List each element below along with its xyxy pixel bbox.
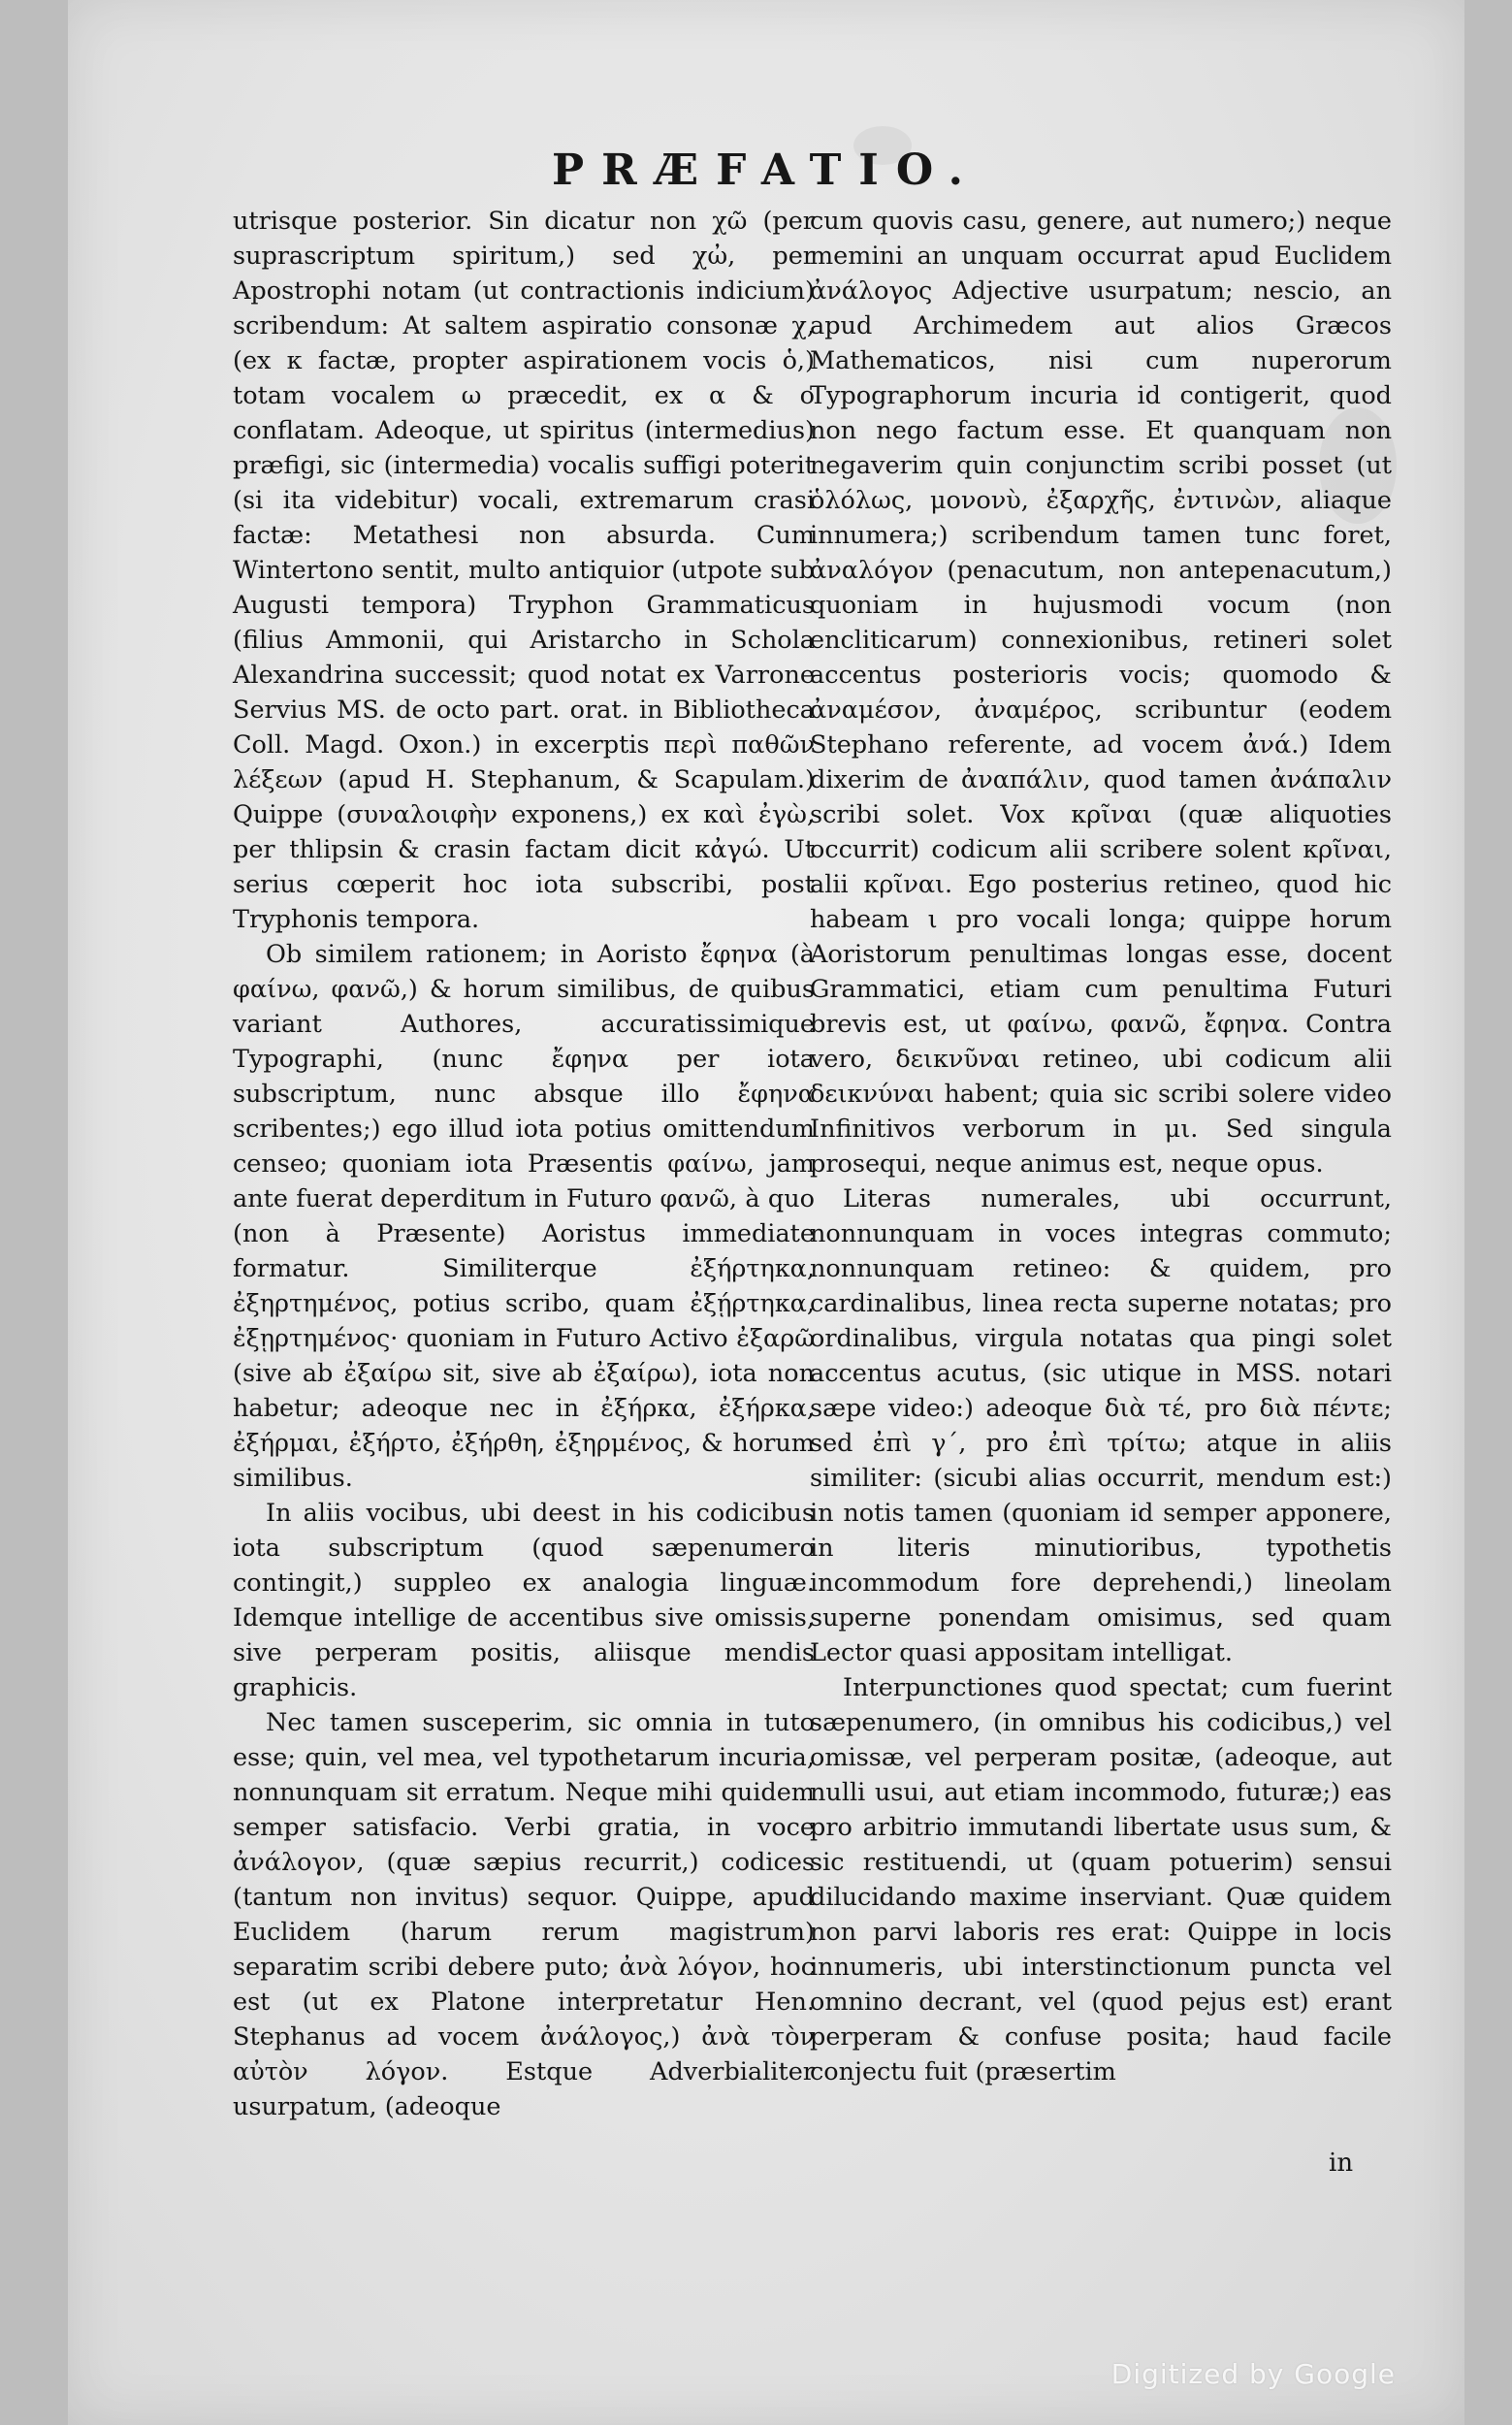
right-paragraph-1: cum quovis casu, genere, aut numero;) neque memini an unquam occurrat apud Euclidem ἀνάλογος Adjective usurpatum; nescio, an apud Archimedem aut alios Græcos Mathematicos, nisi cum nuperorum Typographorum incuria id contigerit, quod non nego factum esse. Et quanquam non negaverim quin conjunctim scribi posset (ut ὁλόλως, μονονὺ, ἐξαρχῆς, ἐντινὼν, aliaque innumera;) scribendum tamen tunc foret, ἀναλόγον (penacutum, non antepenacutum,) quoniam in hujusmodi vocum (non encliticarum) connexionibus, retineri solet accentus posterioris vocis; quomodo & ἀναμέσον, ἀναμέρος, scribuntur (eodem Stephano referente, ad vocem ἀνά.) Idem dixerim de ἀναπάλιν, quod tamen ἀνάπαλιν scribi solet. Vox κρῖναι (quæ aliquoties occurrit) codicum alii scribere solent κρῖναι, alii κρῖναι. Ego posterius retineo, quod hic habeam ι pro vocali longa; quippe horum Aoristorum penultimas longas esse, docent Grammatici, etiam cum penultima Futuri brevis est, ut φαίνω, φανῶ, ἔφηνα. Contra vero, δεικνῦναι retineo, ubi codicum alii δεικνύναι habent; quia sic scribi solere video Infinitivos verborum in μι. Sed singula prosequi, neque animus est, neque opus. <box>810 207 1392 1179</box>
left-paragraph-1: utrisque posterior. Sin dicatur non χῶ (per suprascriptum spiritum,) sed χὠ, per Apostrophi notam (ut contractionis indicium) scribendum: At saltem aspiratio consonæ χ, (ex κ factæ, propter aspirationem vocis ὁ,) totam vocalem ω præcedit, ex α & ο conflatam. Adeoque, ut spiritus (intermedius) præfigi, sic (intermedia) vocalis suffigi poterit (si ita videbitur) vocali, extremarum crasi factæ: Metathesi non absurda. Cum Wintertono sentit, multo antiquior (utpote sub Augusti tempora) Tryphon Grammaticus (filius Ammonii, qui Aristarcho in Schola Alexandrina successit; quod notat ex Varrone Servius MS. de octo part. orat. in Bibliotheca Coll. Magd. Oxon.) in excerptis περὶ παθῶν λέξεων (apud H. Stephanum, & Scapulam.) Quippe (συναλοιφὴν exponens,) ex καὶ ἐγὼ, per thlipsin & crasin factam dicit κἀγώ. Ut serius cœperit hoc iota subscribi, post Tryphonis tempora. <box>233 207 815 934</box>
right-paragraph-2: Literas numerales, ubi occurrunt, nonnunquam in voces integras commuto; nonnunquam retineo: & quidem, pro cardinalibus, linea recta superne notatas; pro ordinalibus, virgula notatas qua pingi solet accentus acutus, (sic utique in MSS. notari sæpe video:) adeoque διὰ τέ, pro διὰ πέντε; sed ἐπὶ γ΄, pro ἐπὶ τρίτω; atque in aliis similiter: (sicubi alias occurrit, mendum est:) in notis tamen (quoniam id semper apponere, in literis minutioribus, typothetis incommodum fore deprehendi,) lineolam superne ponendam omisimus, sed quam Lector quasi appositam intelligat. <box>810 1184 1392 1667</box>
page-header: PRÆFATIO. <box>552 146 981 195</box>
left-paragraph-3: In aliis vocibus, ubi deest in his codicibus iota subscriptum (quod sæpenumero contingit,) suppleo ex analogia linguæ. Idemque intellige de accentibus sive omissis, sive perperam positis, aliisque mendis graphicis. <box>233 1499 815 1702</box>
left-paragraph-2: Ob similem rationem; in Aoristo ἔφηνα (à φαίνω, φανῶ,) & horum similibus, de quibus variant Authores, accuratissimique Typographi, (nunc ἔφηνα per iota subscriptum, nunc absque illo ἔφηνα scribentes;) ego illud iota potius omittendum censeo; quoniam iota Præsentis φαίνω, jam ante fuerat deperditum in Futuro φανῶ, à quo (non à Præsente) Aoristus immediate formatur. Similiterque ἐξήρτηκα, ἐξηρτημένος, potius scribo, quam ἐξῄρτηκα, ἐξῃρτημένος· quoniam in Futuro Activo ἐξαρῶ (sive ab ἐξαίρω sit, sive ab ἐξαίρω), iota non habetur; adeoque nec in ἐξήρκα, ἐξήρκα, ἐξήρμαι, ἐξήρτο, ἐξήρθη, ἐξηρμένος, & horum similibus. <box>233 940 815 1493</box>
left-paragraph-4: Nec tamen susceperim, sic omnia in tuto esse; quin, vel mea, vel typothetarum incuria, nonnunquam sit erratum. Neque mihi quidem semper satisfacio. Verbi gratia, in voce ἀνάλογον, (quæ sæpius recurrit,) codices (tantum non invitus) sequor. Quippe, apud Euclidem (harum rerum magistrum) separatim scribi debere puto; ἀνὰ λόγον, hoc est (ut ex Platone interpretatur Hen. Stephanus ad vocem ἀνάλογος,) ἀνὰ τὸν αὐτὸν λόγον. Estque Adverbialiter usurpatum, (adeoque <box>233 1708 815 2121</box>
right-column <box>810 204 1392 2202</box>
right-paragraph-3: Interpunctiones quod spectat; cum fuerint sæpenumero, (in omnibus his codicibus,) vel omissæ, vel perperam positæ, (adeoque, aut nulli usui, aut etiam incommodo, futuræ;) eas pro arbitrio immutandi libertate usus sum, & sic restituendi, ut (quam potuerim) sensui dilucidando maxime inserviant. Quæ quidem non parvi laboris res erat: Quippe in locis innumeris, ubi interstinctionum puncta vel omnino decrant, vel (quod pejus est) erant perperam & confuse posita; haud facile conjectu fuit (præsertim <box>810 1673 1392 2086</box>
left-column <box>233 204 815 2202</box>
catchword: in <box>1329 2149 1354 2178</box>
digitized-watermark: Digitized by Google <box>1110 2358 1396 2390</box>
